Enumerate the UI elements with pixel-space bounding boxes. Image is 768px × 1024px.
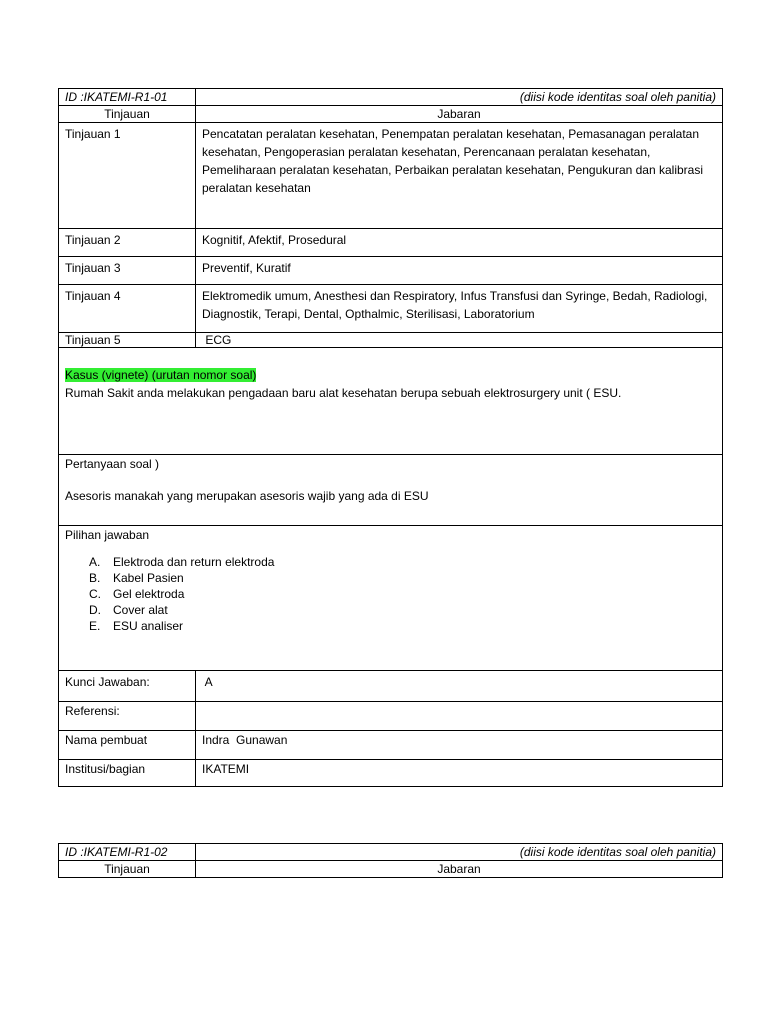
option-text: Elektroda dan return elektroda	[113, 555, 275, 569]
header-row	[59, 861, 723, 878]
option-letter: E.	[89, 619, 101, 633]
pertanyaan-text: Asesoris manakah yang merupakan asesoris wajib yang ada di ESU	[65, 489, 429, 503]
id-note: (diisi kode identitas soal oleh panitia)	[196, 89, 723, 106]
id-label: ID :IKATEMI-R1-02	[59, 844, 196, 861]
header-jabaran: Jabaran	[196, 106, 723, 123]
option-text: Cover alat	[113, 603, 168, 617]
id-row	[59, 844, 723, 861]
option-item	[89, 554, 716, 570]
question-form-1	[58, 88, 723, 787]
institusi-label: Institusi/bagian	[59, 760, 196, 787]
option-letter: B.	[89, 571, 101, 585]
referensi-row	[59, 702, 723, 731]
kunci-value: A	[196, 671, 723, 702]
tinjauan-value: ECG	[196, 333, 723, 348]
kasus-row	[59, 348, 723, 455]
option-text: Gel elektroda	[113, 587, 185, 601]
kasus-cell	[59, 348, 723, 455]
tinjauan-value: Pencatatan peralatan kesehatan, Penempatan peralatan kesehatan, Pemasanagan peralatan kesehatan, Pengoperasian peralatan kesehatan, Perencanaan peralatan kesehatan, Pemeliharaan peralatan kesehatan, Perbaikan peralatan kesehatan, Pengukuran dan kalibrasi peralatan kesehatan	[196, 123, 723, 229]
pilihan-row	[59, 526, 723, 671]
pembuat-value: Indra Gunawan	[196, 731, 723, 760]
tinjauan-label: Tinjauan 1	[59, 123, 196, 229]
kunci-row	[59, 671, 723, 702]
option-item	[89, 602, 716, 618]
option-text: ESU analiser	[113, 619, 184, 633]
pilihan-cell	[59, 526, 723, 671]
pertanyaan-cell	[59, 455, 723, 526]
pertanyaan-row	[59, 455, 723, 526]
pertanyaan-label: Pertanyaan soal )	[65, 457, 160, 471]
tinjauan-row	[59, 229, 723, 257]
tinjauan-row	[59, 123, 723, 229]
tinjauan-label: Tinjauan 3	[59, 257, 196, 285]
pembuat-label: Nama pembuat	[59, 731, 196, 760]
referensi-label: Referensi:	[59, 702, 196, 731]
tinjauan-row	[59, 333, 723, 348]
kunci-label: Kunci Jawaban:	[59, 671, 196, 702]
tinjauan-value: Elektromedik umum, Anesthesi dan Respiratory, Infus Transfusi dan Syringe, Bedah, Radiologi, Diagnostik, Terapi, Dental, Opthalmic, Sterilisasi, Laboratorium	[196, 285, 723, 333]
tinjauan-label: Tinjauan 5	[59, 333, 196, 348]
header-tinjauan: Tinjauan	[59, 106, 196, 123]
option-letter: C.	[89, 587, 101, 601]
header-tinjauan: Tinjauan	[59, 861, 196, 878]
option-item	[89, 570, 716, 586]
kasus-text: Rumah Sakit anda melakukan pengadaan baru alat kesehatan berupa sebuah elektrosurgery unit ( ESU.	[65, 386, 622, 400]
options-list	[65, 554, 716, 634]
id-label: ID :IKATEMI-R1-01	[59, 89, 196, 106]
header-row	[59, 106, 723, 123]
pembuat-row	[59, 731, 723, 760]
tinjauan-label: Tinjauan 2	[59, 229, 196, 257]
institusi-row	[59, 760, 723, 787]
institusi-value: IKATEMI	[196, 760, 723, 787]
question-form-2	[58, 843, 723, 878]
referensi-value	[196, 702, 723, 731]
option-item	[89, 618, 716, 634]
header-jabaran: Jabaran	[196, 861, 723, 878]
tinjauan-row	[59, 285, 723, 333]
option-item	[89, 586, 716, 602]
option-letter: D.	[89, 603, 101, 617]
tinjauan-value: Kognitif, Afektif, Prosedural	[196, 229, 723, 257]
id-row	[59, 89, 723, 106]
tinjauan-row	[59, 257, 723, 285]
id-note: (diisi kode identitas soal oleh panitia)	[196, 844, 723, 861]
pilihan-label: Pilihan jawaban	[65, 528, 150, 542]
option-letter: A.	[89, 555, 101, 569]
option-text: Kabel Pasien	[113, 571, 184, 585]
tinjauan-value: Preventif, Kuratif	[196, 257, 723, 285]
kasus-label: Kasus (vignete) (urutan nomor soal)	[65, 368, 257, 382]
tinjauan-label: Tinjauan 4	[59, 285, 196, 333]
